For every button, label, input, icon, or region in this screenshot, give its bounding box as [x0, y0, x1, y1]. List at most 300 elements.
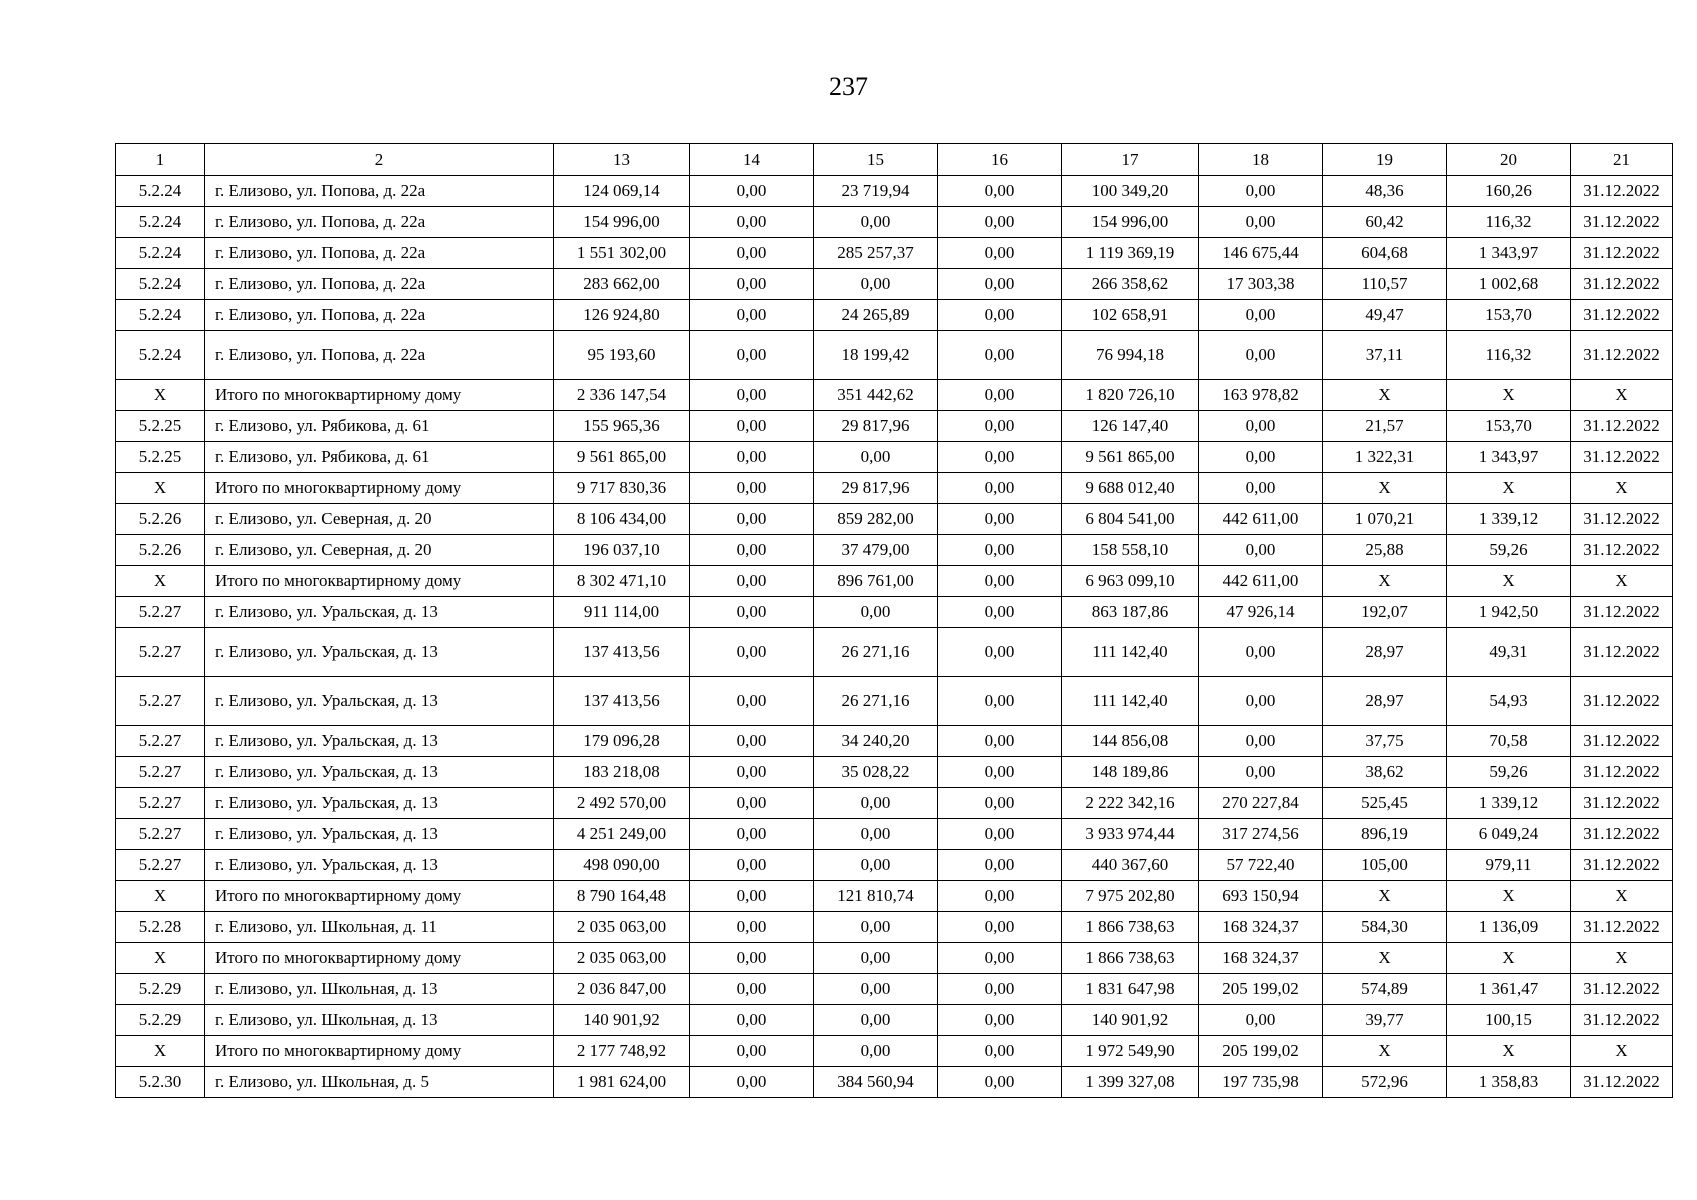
value-cell: X [1323, 380, 1447, 411]
value-cell: 0,00 [938, 473, 1062, 504]
row-number-cell: 5.2.24 [116, 238, 205, 269]
row-number-cell: 5.2.27 [116, 726, 205, 757]
value-cell: 111 142,40 [1062, 677, 1199, 726]
value-cell: 1 866 738,63 [1062, 912, 1199, 943]
value-cell: 6 963 099,10 [1062, 566, 1199, 597]
value-cell: 1 343,97 [1447, 238, 1571, 269]
value-cell: 0,00 [938, 207, 1062, 238]
address-cell: Итого по многоквартирному дому [205, 943, 554, 974]
value-cell: 17 303,38 [1199, 269, 1323, 300]
value-cell: 35 028,22 [814, 757, 938, 788]
table-row [116, 726, 1673, 757]
address-cell: Итого по многоквартирному дому [205, 566, 554, 597]
value-cell: X [1323, 473, 1447, 504]
value-cell: 0,00 [938, 757, 1062, 788]
value-cell: 896,19 [1323, 819, 1447, 850]
address-cell: г. Елизово, ул. Северная, д. 20 [205, 504, 554, 535]
value-cell: 285 257,37 [814, 238, 938, 269]
value-cell: 0,00 [938, 380, 1062, 411]
value-cell: 0,00 [690, 757, 814, 788]
value-cell: 0,00 [814, 943, 938, 974]
value-cell: 0,00 [814, 442, 938, 473]
value-cell: 0,00 [814, 788, 938, 819]
value-cell: 23 719,94 [814, 176, 938, 207]
value-cell: 121 810,74 [814, 881, 938, 912]
value-cell: 49,47 [1323, 300, 1447, 331]
value-cell: 574,89 [1323, 974, 1447, 1005]
address-cell: Итого по многоквартирному дому [205, 473, 554, 504]
value-cell: 28,97 [1323, 628, 1447, 677]
value-cell: 110,57 [1323, 269, 1447, 300]
value-cell: 584,30 [1323, 912, 1447, 943]
value-cell: 9 688 012,40 [1062, 473, 1199, 504]
value-cell: 105,00 [1323, 850, 1447, 881]
table-row [116, 535, 1673, 566]
row-number-cell: X [116, 380, 205, 411]
address-cell: г. Елизово, ул. Попова, д. 22а [205, 331, 554, 380]
value-cell: 2 035 063,00 [554, 912, 690, 943]
value-cell: 0,00 [938, 819, 1062, 850]
value-cell: 38,62 [1323, 757, 1447, 788]
address-cell: г. Елизово, ул. Школьная, д. 5 [205, 1067, 554, 1098]
table-row [116, 269, 1673, 300]
total-row [116, 380, 1673, 411]
total-row [116, 943, 1673, 974]
value-cell: 31.12.2022 [1571, 300, 1673, 331]
value-cell: 205 199,02 [1199, 974, 1323, 1005]
value-cell: 0,00 [690, 411, 814, 442]
value-cell: 0,00 [814, 1005, 938, 1036]
value-cell: 9 561 865,00 [554, 442, 690, 473]
table-row [116, 331, 1673, 380]
value-cell: 693 150,94 [1199, 881, 1323, 912]
value-cell: 183 218,08 [554, 757, 690, 788]
address-cell: г. Елизово, ул. Попова, д. 22а [205, 238, 554, 269]
address-cell: г. Елизово, ул. Попова, д. 22а [205, 269, 554, 300]
value-cell: 205 199,02 [1199, 1036, 1323, 1067]
value-cell: 31.12.2022 [1571, 331, 1673, 380]
value-cell: 0,00 [814, 974, 938, 1005]
value-cell: 31.12.2022 [1571, 207, 1673, 238]
row-number-cell: 5.2.27 [116, 788, 205, 819]
value-cell: 0,00 [690, 207, 814, 238]
value-cell: 168 324,37 [1199, 943, 1323, 974]
value-cell: 39,77 [1323, 1005, 1447, 1036]
value-cell: 859 282,00 [814, 504, 938, 535]
value-cell: 0,00 [1199, 473, 1323, 504]
column-header: 14 [690, 144, 814, 176]
row-number-cell: 5.2.26 [116, 535, 205, 566]
value-cell: 0,00 [690, 974, 814, 1005]
value-cell: 0,00 [690, 442, 814, 473]
row-number-cell: 5.2.29 [116, 1005, 205, 1036]
value-cell: 192,07 [1323, 597, 1447, 628]
value-cell: 0,00 [938, 535, 1062, 566]
row-number-cell: 5.2.24 [116, 331, 205, 380]
value-cell: 317 274,56 [1199, 819, 1323, 850]
value-cell: 1 070,21 [1323, 504, 1447, 535]
column-header: 21 [1571, 144, 1673, 176]
total-row [116, 1036, 1673, 1067]
address-cell: г. Елизово, ул. Школьная, д. 13 [205, 974, 554, 1005]
value-cell: 6 049,24 [1447, 819, 1571, 850]
value-cell: 60,42 [1323, 207, 1447, 238]
row-number-cell: 5.2.24 [116, 269, 205, 300]
value-cell: 155 965,36 [554, 411, 690, 442]
value-cell: 31.12.2022 [1571, 974, 1673, 1005]
address-cell: г. Елизово, ул. Уральская, д. 13 [205, 850, 554, 881]
value-cell: 1 361,47 [1447, 974, 1571, 1005]
value-cell: 0,00 [690, 331, 814, 380]
value-cell: 102 658,91 [1062, 300, 1199, 331]
column-header: 15 [814, 144, 938, 176]
value-cell: 111 142,40 [1062, 628, 1199, 677]
value-cell: 0,00 [938, 1067, 1062, 1098]
value-cell: 1 831 647,98 [1062, 974, 1199, 1005]
page-number: 237 [829, 72, 868, 101]
address-cell: Итого по многоквартирному дому [205, 881, 554, 912]
row-number-cell: 5.2.30 [116, 1067, 205, 1098]
table-row [116, 1005, 1673, 1036]
value-cell: 0,00 [938, 850, 1062, 881]
value-cell: 0,00 [690, 566, 814, 597]
value-cell: X [1447, 881, 1571, 912]
value-cell: 1 343,97 [1447, 442, 1571, 473]
value-cell: X [1571, 380, 1673, 411]
value-cell: 498 090,00 [554, 850, 690, 881]
value-cell: 179 096,28 [554, 726, 690, 757]
value-cell: 1 002,68 [1447, 269, 1571, 300]
value-cell: 154 996,00 [1062, 207, 1199, 238]
column-header: 18 [1199, 144, 1323, 176]
value-cell: 0,00 [938, 974, 1062, 1005]
value-cell: 0,00 [690, 677, 814, 726]
value-cell: 0,00 [1199, 442, 1323, 473]
value-cell: 6 804 541,00 [1062, 504, 1199, 535]
value-cell: 0,00 [690, 850, 814, 881]
value-cell: 126 147,40 [1062, 411, 1199, 442]
value-cell: 351 442,62 [814, 380, 938, 411]
value-cell: 0,00 [690, 819, 814, 850]
column-header: 1 [116, 144, 205, 176]
value-cell: 0,00 [814, 819, 938, 850]
row-number-cell: 5.2.24 [116, 207, 205, 238]
value-cell: 197 735,98 [1199, 1067, 1323, 1098]
value-cell: 18 199,42 [814, 331, 938, 380]
value-cell: 0,00 [1199, 411, 1323, 442]
value-cell: 0,00 [938, 238, 1062, 269]
row-number-cell: X [116, 473, 205, 504]
value-cell: 153,70 [1447, 411, 1571, 442]
row-number-cell: 5.2.27 [116, 757, 205, 788]
column-header: 19 [1323, 144, 1447, 176]
value-cell: 37 479,00 [814, 535, 938, 566]
row-number-cell: X [116, 881, 205, 912]
value-cell: 0,00 [814, 850, 938, 881]
value-cell: 0,00 [690, 597, 814, 628]
value-cell: X [1571, 881, 1673, 912]
row-number-cell: 5.2.28 [116, 912, 205, 943]
value-cell: X [1323, 566, 1447, 597]
address-cell: г. Елизово, ул. Школьная, д. 13 [205, 1005, 554, 1036]
value-cell: 1 119 369,19 [1062, 238, 1199, 269]
value-cell: 0,00 [690, 535, 814, 566]
value-cell: 31.12.2022 [1571, 677, 1673, 726]
value-cell: 0,00 [938, 269, 1062, 300]
value-cell: 57 722,40 [1199, 850, 1323, 881]
value-cell: 8 302 471,10 [554, 566, 690, 597]
value-cell: 168 324,37 [1199, 912, 1323, 943]
value-cell: 0,00 [938, 677, 1062, 726]
value-cell: 2 492 570,00 [554, 788, 690, 819]
value-cell: 31.12.2022 [1571, 1067, 1673, 1098]
value-cell: 31.12.2022 [1571, 442, 1673, 473]
value-cell: 29 817,96 [814, 411, 938, 442]
value-cell: 2 036 847,00 [554, 974, 690, 1005]
address-cell: Итого по многоквартирному дому [205, 380, 554, 411]
column-header: 16 [938, 144, 1062, 176]
value-cell: 116,32 [1447, 331, 1571, 380]
row-number-cell: 5.2.27 [116, 677, 205, 726]
value-cell: 26 271,16 [814, 677, 938, 726]
value-cell: 100 349,20 [1062, 176, 1199, 207]
value-cell: 1 399 327,08 [1062, 1067, 1199, 1098]
value-cell: 31.12.2022 [1571, 788, 1673, 819]
row-number-cell: 5.2.27 [116, 628, 205, 677]
value-cell: 9 717 830,36 [554, 473, 690, 504]
table-row [116, 757, 1673, 788]
value-cell: X [1447, 943, 1571, 974]
value-cell: 2 035 063,00 [554, 943, 690, 974]
address-cell: Итого по многоквартирному дому [205, 1036, 554, 1067]
value-cell: 31.12.2022 [1571, 238, 1673, 269]
value-cell: 9 561 865,00 [1062, 442, 1199, 473]
address-cell: г. Елизово, ул. Уральская, д. 13 [205, 757, 554, 788]
value-cell: 0,00 [690, 176, 814, 207]
value-cell: 59,26 [1447, 535, 1571, 566]
total-row [116, 473, 1673, 504]
value-cell: 270 227,84 [1199, 788, 1323, 819]
column-header: 20 [1447, 144, 1571, 176]
value-cell: X [1447, 1036, 1571, 1067]
value-cell: 0,00 [938, 411, 1062, 442]
value-cell: X [1447, 473, 1571, 504]
table-row [116, 504, 1673, 535]
value-cell: 28,97 [1323, 677, 1447, 726]
value-cell: X [1571, 943, 1673, 974]
value-cell: 0,00 [1199, 207, 1323, 238]
table-row [116, 819, 1673, 850]
value-cell: 0,00 [1199, 331, 1323, 380]
value-cell: 0,00 [1199, 726, 1323, 757]
value-cell: X [1571, 473, 1673, 504]
value-cell: 442 611,00 [1199, 566, 1323, 597]
row-number-cell: 5.2.24 [116, 176, 205, 207]
address-cell: г. Елизово, ул. Уральская, д. 13 [205, 819, 554, 850]
value-cell: 0,00 [690, 504, 814, 535]
row-number-cell: X [116, 943, 205, 974]
column-header: 13 [554, 144, 690, 176]
value-cell: 34 240,20 [814, 726, 938, 757]
value-cell: 31.12.2022 [1571, 628, 1673, 677]
row-number-cell: X [116, 1036, 205, 1067]
table-row [116, 912, 1673, 943]
value-cell: 979,11 [1447, 850, 1571, 881]
value-cell: 0,00 [938, 943, 1062, 974]
value-cell: 1 339,12 [1447, 504, 1571, 535]
address-cell: г. Елизово, ул. Рябикова, д. 61 [205, 442, 554, 473]
value-cell: 1 551 302,00 [554, 238, 690, 269]
value-cell: 137 413,56 [554, 628, 690, 677]
column-header: 17 [1062, 144, 1199, 176]
address-cell: г. Елизово, ул. Уральская, д. 13 [205, 726, 554, 757]
row-number-cell: 5.2.24 [116, 300, 205, 331]
value-cell: 163 978,82 [1199, 380, 1323, 411]
value-cell: 31.12.2022 [1571, 269, 1673, 300]
address-cell: г. Елизово, ул. Школьная, д. 11 [205, 912, 554, 943]
value-cell: 146 675,44 [1199, 238, 1323, 269]
value-cell: X [1447, 380, 1571, 411]
row-number-cell: 5.2.26 [116, 504, 205, 535]
value-cell: 47 926,14 [1199, 597, 1323, 628]
address-cell: г. Елизово, ул. Уральская, д. 13 [205, 597, 554, 628]
value-cell: 0,00 [690, 300, 814, 331]
value-cell: 911 114,00 [554, 597, 690, 628]
value-cell: 0,00 [938, 597, 1062, 628]
value-cell: 0,00 [690, 1036, 814, 1067]
value-cell: 0,00 [814, 912, 938, 943]
value-cell: 0,00 [690, 881, 814, 912]
value-cell: 140 901,92 [1062, 1005, 1199, 1036]
value-cell: 1 358,83 [1447, 1067, 1571, 1098]
value-cell: X [1323, 943, 1447, 974]
value-cell: 0,00 [938, 628, 1062, 677]
table-row [116, 597, 1673, 628]
table-row [116, 411, 1673, 442]
address-cell: г. Елизово, ул. Уральская, д. 13 [205, 628, 554, 677]
value-cell: 31.12.2022 [1571, 176, 1673, 207]
value-cell: 31.12.2022 [1571, 504, 1673, 535]
value-cell: 1 136,09 [1447, 912, 1571, 943]
value-cell: 0,00 [1199, 757, 1323, 788]
value-cell: 0,00 [1199, 300, 1323, 331]
value-cell: 153,70 [1447, 300, 1571, 331]
table-body [116, 176, 1673, 1098]
value-cell: 525,45 [1323, 788, 1447, 819]
value-cell: 148 189,86 [1062, 757, 1199, 788]
value-cell: 0,00 [1199, 176, 1323, 207]
value-cell: 25,88 [1323, 535, 1447, 566]
table-row [116, 207, 1673, 238]
value-cell: 0,00 [690, 238, 814, 269]
value-cell: 31.12.2022 [1571, 912, 1673, 943]
value-cell: 137 413,56 [554, 677, 690, 726]
value-cell: 0,00 [938, 726, 1062, 757]
value-cell: 0,00 [690, 473, 814, 504]
value-cell: 2 177 748,92 [554, 1036, 690, 1067]
row-number-cell: 5.2.29 [116, 974, 205, 1005]
row-number-cell: 5.2.25 [116, 442, 205, 473]
value-cell: 70,58 [1447, 726, 1571, 757]
value-cell: 0,00 [814, 269, 938, 300]
value-cell: 54,93 [1447, 677, 1571, 726]
value-cell: 144 856,08 [1062, 726, 1199, 757]
value-cell: 0,00 [938, 912, 1062, 943]
value-cell: 0,00 [690, 1005, 814, 1036]
value-cell: 0,00 [814, 597, 938, 628]
value-cell: 124 069,14 [554, 176, 690, 207]
value-cell: 0,00 [690, 628, 814, 677]
value-cell: 0,00 [938, 788, 1062, 819]
address-cell: г. Елизово, ул. Уральская, д. 13 [205, 677, 554, 726]
value-cell: 154 996,00 [554, 207, 690, 238]
value-cell: 26 271,16 [814, 628, 938, 677]
row-number-cell: 5.2.25 [116, 411, 205, 442]
value-cell: 0,00 [938, 176, 1062, 207]
address-cell: г. Елизово, ул. Уральская, д. 13 [205, 788, 554, 819]
row-number-cell: X [116, 566, 205, 597]
address-cell: г. Елизово, ул. Попова, д. 22а [205, 300, 554, 331]
value-cell: 4 251 249,00 [554, 819, 690, 850]
value-cell: 896 761,00 [814, 566, 938, 597]
value-cell: 1 942,50 [1447, 597, 1571, 628]
value-cell: 158 558,10 [1062, 535, 1199, 566]
value-cell: 0,00 [690, 943, 814, 974]
value-cell: 31.12.2022 [1571, 757, 1673, 788]
value-cell: 29 817,96 [814, 473, 938, 504]
row-number-cell: 5.2.27 [116, 850, 205, 881]
address-cell: г. Елизово, ул. Попова, д. 22а [205, 176, 554, 207]
value-cell: 0,00 [690, 269, 814, 300]
value-cell: 31.12.2022 [1571, 850, 1673, 881]
value-cell: 31.12.2022 [1571, 411, 1673, 442]
value-cell: 0,00 [938, 1005, 1062, 1036]
row-number-cell: 5.2.27 [116, 597, 205, 628]
value-cell: 0,00 [938, 504, 1062, 535]
value-cell: 442 611,00 [1199, 504, 1323, 535]
value-cell: 283 662,00 [554, 269, 690, 300]
column-header: 2 [205, 144, 554, 176]
table-row [116, 442, 1673, 473]
value-cell: 1 339,12 [1447, 788, 1571, 819]
value-cell: 1 866 738,63 [1062, 943, 1199, 974]
value-cell: X [1323, 881, 1447, 912]
value-cell: 37,11 [1323, 331, 1447, 380]
value-cell: 0,00 [938, 331, 1062, 380]
value-cell: X [1571, 1036, 1673, 1067]
table-row [116, 850, 1673, 881]
value-cell: 0,00 [938, 1036, 1062, 1067]
value-cell: 95 193,60 [554, 331, 690, 380]
value-cell: X [1323, 1036, 1447, 1067]
value-cell: 196 037,10 [554, 535, 690, 566]
value-cell: 49,31 [1447, 628, 1571, 677]
value-cell: 1 322,31 [1323, 442, 1447, 473]
value-cell: 1 981 624,00 [554, 1067, 690, 1098]
data-table [115, 143, 1673, 1098]
value-cell: 0,00 [814, 207, 938, 238]
value-cell: 31.12.2022 [1571, 535, 1673, 566]
value-cell: 31.12.2022 [1571, 1005, 1673, 1036]
value-cell: 21,57 [1323, 411, 1447, 442]
table-row [116, 1067, 1673, 1098]
value-cell: 572,96 [1323, 1067, 1447, 1098]
value-cell: 0,00 [690, 788, 814, 819]
value-cell: 0,00 [1199, 677, 1323, 726]
value-cell: 0,00 [938, 881, 1062, 912]
table-row [116, 974, 1673, 1005]
value-cell: 266 358,62 [1062, 269, 1199, 300]
